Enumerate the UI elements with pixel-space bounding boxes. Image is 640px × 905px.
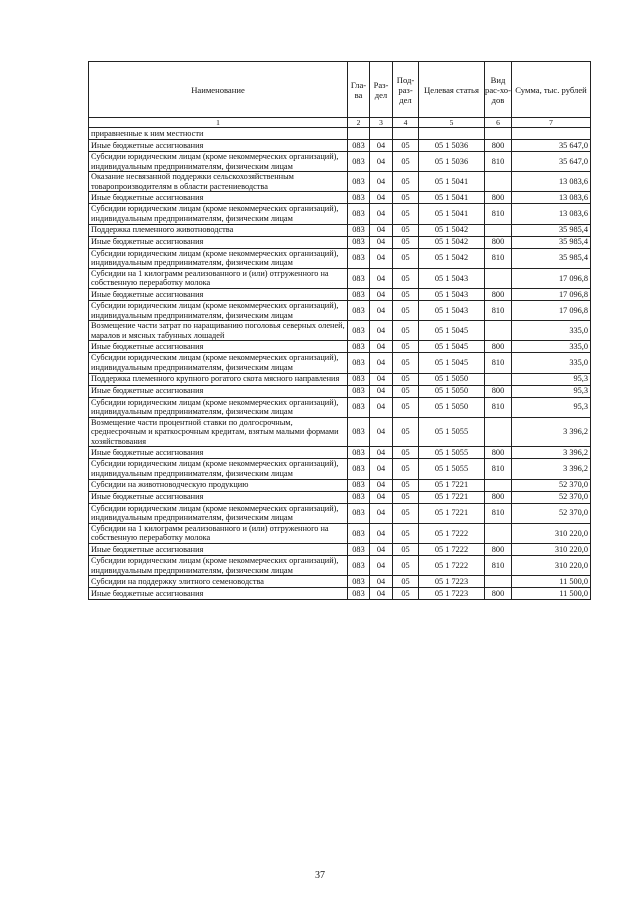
row-sum: 95,3 [512, 385, 591, 397]
row-sum: 52 370,0 [512, 491, 591, 503]
row-vid [485, 576, 512, 588]
row-article: 05 1 5041 [419, 204, 485, 224]
row-podrazdel: 05 [393, 544, 419, 556]
row-razdel: 04 [370, 353, 393, 373]
table-row [89, 491, 591, 503]
table-row [89, 341, 591, 353]
row-name: Иные бюджетные ассигнования [89, 236, 348, 248]
table-row [89, 172, 591, 192]
row-name: Возмещение части процентной ставки по долгосрочным, среднесрочным и краткосрочным кредитам, взятым малыми формами хозяйствования [89, 417, 348, 447]
row-sum: 3 396,2 [512, 417, 591, 447]
row-vid: 800 [485, 140, 512, 152]
row-vid [485, 224, 512, 236]
row-podrazdel: 05 [393, 479, 419, 491]
row-vid: 800 [485, 447, 512, 459]
row-name: Иные бюджетные ассигнования [89, 544, 348, 556]
row-glava: 083 [348, 523, 370, 543]
row-article: 05 1 5041 [419, 192, 485, 204]
row-podrazdel: 05 [393, 491, 419, 503]
row-sum: 3 396,2 [512, 459, 591, 479]
table-row [89, 479, 591, 491]
row-glava: 083 [348, 192, 370, 204]
row-vid: 810 [485, 248, 512, 268]
table-row [89, 417, 591, 447]
row-name: Иные бюджетные ассигнования [89, 140, 348, 152]
row-name: Иные бюджетные ассигнования [89, 385, 348, 397]
row-vid [485, 268, 512, 288]
row-podrazdel: 05 [393, 268, 419, 288]
row-podrazdel: 05 [393, 236, 419, 248]
table-row [89, 588, 591, 600]
row-razdel: 04 [370, 417, 393, 447]
col-header-vid: Вид рас-хо-дов [485, 62, 512, 118]
column-number-row [89, 118, 591, 128]
row-razdel: 04 [370, 491, 393, 503]
row-sum: 35 985,4 [512, 236, 591, 248]
table-row [89, 288, 591, 300]
row-name: Субсидии юридическим лицам (кроме некоммерческих организаций), индивидуальным предпринимателям, физическим лицам [89, 397, 348, 417]
row-article: 05 1 5045 [419, 341, 485, 353]
table-row [89, 503, 591, 523]
row-glava: 083 [348, 300, 370, 320]
row-name: Субсидии юридическим лицам (кроме некоммерческих организаций), индивидуальным предпринимателям, физическим лицам [89, 459, 348, 479]
row-podrazdel: 05 [393, 503, 419, 523]
row-sum: 35 985,4 [512, 248, 591, 268]
row-vid: 810 [485, 397, 512, 417]
row-vid [485, 373, 512, 385]
page-number: 37 [315, 870, 325, 881]
row-vid: 800 [485, 236, 512, 248]
row-glava: 083 [348, 248, 370, 268]
table-row [89, 353, 591, 373]
row-vid: 800 [485, 385, 512, 397]
row-razdel: 04 [370, 588, 393, 600]
row-glava: 083 [348, 397, 370, 417]
row-name: Субсидии юридическим лицам (кроме некоммерческих организаций), индивидуальным предпринимателям, физическим лицам [89, 248, 348, 268]
table-row [89, 576, 591, 588]
row-razdel: 04 [370, 341, 393, 353]
col-header-sum: Сумма, тыс. рублей [512, 62, 591, 118]
row-razdel: 04 [370, 544, 393, 556]
row-article: 05 1 7221 [419, 491, 485, 503]
row-name: Оказание несвязанной поддержки сельскохозяйственным товаропроизводителям в области растениеводства [89, 172, 348, 192]
row-razdel: 04 [370, 224, 393, 236]
row-glava: 083 [348, 288, 370, 300]
row-article: 05 1 5042 [419, 248, 485, 268]
row-sum: 17 096,8 [512, 300, 591, 320]
row-podrazdel [393, 128, 419, 140]
row-glava: 083 [348, 479, 370, 491]
row-razdel: 04 [370, 288, 393, 300]
budget-document [88, 61, 590, 600]
row-name: Иные бюджетные ассигнования [89, 447, 348, 459]
row-article: 05 1 5050 [419, 397, 485, 417]
table-row [89, 300, 591, 320]
row-sum: 13 083,6 [512, 204, 591, 224]
table-row [89, 556, 591, 576]
row-vid [485, 128, 512, 140]
row-razdel: 04 [370, 236, 393, 248]
row-name: Поддержка племенного животноводства [89, 224, 348, 236]
row-glava: 083 [348, 556, 370, 576]
row-glava: 083 [348, 588, 370, 600]
table-row [89, 140, 591, 152]
row-glava: 083 [348, 385, 370, 397]
row-glava: 083 [348, 353, 370, 373]
row-sum: 17 096,8 [512, 268, 591, 288]
row-razdel: 04 [370, 172, 393, 192]
row-article: 05 1 7222 [419, 544, 485, 556]
row-name: Субсидии юридическим лицам (кроме некоммерческих организаций), индивидуальным предпринимателям, физическим лицам [89, 300, 348, 320]
row-vid: 800 [485, 491, 512, 503]
row-article: 05 1 5043 [419, 288, 485, 300]
row-name: Субсидии юридическим лицам (кроме некоммерческих организаций), индивидуальным предпринимателям, физическим лицам [89, 503, 348, 523]
row-podrazdel: 05 [393, 588, 419, 600]
row-razdel: 04 [370, 204, 393, 224]
row-podrazdel: 05 [393, 204, 419, 224]
row-glava: 083 [348, 204, 370, 224]
row-article: 05 1 5045 [419, 353, 485, 373]
row-glava [348, 128, 370, 140]
row-razdel: 04 [370, 248, 393, 268]
row-name: приравненные к ним местности [89, 128, 348, 140]
row-razdel: 04 [370, 459, 393, 479]
col-header-name: Наименование [89, 62, 348, 118]
row-razdel: 04 [370, 321, 393, 341]
row-vid: 800 [485, 288, 512, 300]
col-header-article: Целевая статья [419, 62, 485, 118]
row-razdel: 04 [370, 373, 393, 385]
row-podrazdel: 05 [393, 523, 419, 543]
row-sum: 95,3 [512, 397, 591, 417]
row-name: Субсидии на поддержку элитного семеноводства [89, 576, 348, 588]
row-podrazdel: 05 [393, 288, 419, 300]
row-podrazdel: 05 [393, 321, 419, 341]
row-name: Субсидии на животноводческую продукцию [89, 479, 348, 491]
row-vid: 810 [485, 204, 512, 224]
row-article: 05 1 5050 [419, 373, 485, 385]
row-razdel: 04 [370, 268, 393, 288]
row-sum: 310 220,0 [512, 544, 591, 556]
row-podrazdel: 05 [393, 300, 419, 320]
row-glava: 083 [348, 491, 370, 503]
row-podrazdel: 05 [393, 447, 419, 459]
table-row [89, 373, 591, 385]
row-glava: 083 [348, 140, 370, 152]
table-row [89, 385, 591, 397]
row-vid: 810 [485, 353, 512, 373]
row-sum: 3 396,2 [512, 447, 591, 459]
col-number: 3 [370, 118, 393, 128]
row-article: 05 1 5045 [419, 321, 485, 341]
row-vid: 800 [485, 192, 512, 204]
row-razdel [370, 128, 393, 140]
row-podrazdel: 05 [393, 417, 419, 447]
col-number: 1 [89, 118, 348, 128]
table-row [89, 236, 591, 248]
row-name: Возмещение части затрат по наращиванию поголовья северных оленей, маралов и мясных табунных лошадей [89, 321, 348, 341]
row-name: Субсидии на 1 килограмм реализованного и (или) отгруженного на собственную переработку молока [89, 268, 348, 288]
table-row [89, 248, 591, 268]
row-glava: 083 [348, 447, 370, 459]
row-podrazdel: 05 [393, 397, 419, 417]
row-sum: 13 083,6 [512, 192, 591, 204]
row-sum: 17 096,8 [512, 288, 591, 300]
row-glava: 083 [348, 172, 370, 192]
table-row [89, 523, 591, 543]
row-glava: 083 [348, 224, 370, 236]
row-razdel: 04 [370, 556, 393, 576]
table-row [89, 268, 591, 288]
row-podrazdel: 05 [393, 341, 419, 353]
row-podrazdel: 05 [393, 373, 419, 385]
row-article: 05 1 5050 [419, 385, 485, 397]
row-glava: 083 [348, 152, 370, 172]
row-sum: 310 220,0 [512, 523, 591, 543]
table-row [89, 152, 591, 172]
row-name: Иные бюджетные ассигнования [89, 491, 348, 503]
row-vid: 800 [485, 544, 512, 556]
row-vid [485, 417, 512, 447]
row-razdel: 04 [370, 385, 393, 397]
row-vid: 810 [485, 300, 512, 320]
row-article: 05 1 5042 [419, 224, 485, 236]
row-name: Субсидии юридическим лицам (кроме некоммерческих организаций), индивидуальным предпринимателям, физическим лицам [89, 556, 348, 576]
table-row [89, 192, 591, 204]
row-glava: 083 [348, 321, 370, 341]
row-name: Иные бюджетные ассигнования [89, 588, 348, 600]
col-header-glava: Гла-ва [348, 62, 370, 118]
row-article: 05 1 5055 [419, 447, 485, 459]
row-glava: 083 [348, 576, 370, 588]
col-number: 6 [485, 118, 512, 128]
col-number: 2 [348, 118, 370, 128]
col-number: 4 [393, 118, 419, 128]
row-article: 05 1 5036 [419, 152, 485, 172]
row-vid: 810 [485, 503, 512, 523]
col-header-podrazdel: Под-раз-дел [393, 62, 419, 118]
row-sum: 52 370,0 [512, 503, 591, 523]
row-podrazdel: 05 [393, 140, 419, 152]
row-sum: 35 647,0 [512, 140, 591, 152]
row-razdel: 04 [370, 479, 393, 491]
row-vid [485, 523, 512, 543]
budget-table [88, 61, 591, 600]
row-sum: 11 500,0 [512, 588, 591, 600]
row-glava: 083 [348, 459, 370, 479]
row-razdel: 04 [370, 300, 393, 320]
row-glava: 083 [348, 373, 370, 385]
row-podrazdel: 05 [393, 353, 419, 373]
col-header-razdel: Раз-дел [370, 62, 393, 118]
row-sum: 310 220,0 [512, 556, 591, 576]
row-sum: 335,0 [512, 353, 591, 373]
row-article: 05 1 5055 [419, 417, 485, 447]
row-sum: 35 647,0 [512, 152, 591, 172]
row-razdel: 04 [370, 397, 393, 417]
row-name: Субсидии юридическим лицам (кроме некоммерческих организаций), индивидуальным предпринимателям, физическим лицам [89, 353, 348, 373]
row-vid: 810 [485, 459, 512, 479]
row-vid: 810 [485, 556, 512, 576]
row-podrazdel: 05 [393, 576, 419, 588]
row-sum: 95,3 [512, 373, 591, 385]
row-article: 05 1 5043 [419, 268, 485, 288]
row-glava: 083 [348, 503, 370, 523]
table-body [89, 128, 591, 600]
col-number: 5 [419, 118, 485, 128]
row-glava: 083 [348, 417, 370, 447]
row-vid: 810 [485, 152, 512, 172]
row-razdel: 04 [370, 152, 393, 172]
row-article: 05 1 7222 [419, 556, 485, 576]
row-article: 05 1 7223 [419, 576, 485, 588]
row-vid: 800 [485, 341, 512, 353]
row-article [419, 128, 485, 140]
table-row [89, 447, 591, 459]
row-name: Поддержка племенного крупного рогатого скота мясного направления [89, 373, 348, 385]
row-podrazdel: 05 [393, 152, 419, 172]
row-article: 05 1 5055 [419, 459, 485, 479]
row-razdel: 04 [370, 523, 393, 543]
row-podrazdel: 05 [393, 385, 419, 397]
row-glava: 083 [348, 544, 370, 556]
row-sum: 11 500,0 [512, 576, 591, 588]
row-article: 05 1 7222 [419, 523, 485, 543]
table-row [89, 128, 591, 140]
row-razdel: 04 [370, 576, 393, 588]
row-vid [485, 172, 512, 192]
header-row [89, 62, 591, 118]
table-row [89, 321, 591, 341]
row-article: 05 1 5042 [419, 236, 485, 248]
row-razdel: 04 [370, 503, 393, 523]
row-article: 05 1 7221 [419, 503, 485, 523]
table-row [89, 204, 591, 224]
row-razdel: 04 [370, 192, 393, 204]
row-podrazdel: 05 [393, 192, 419, 204]
row-podrazdel: 05 [393, 556, 419, 576]
row-glava: 083 [348, 341, 370, 353]
row-article: 05 1 5043 [419, 300, 485, 320]
table-row [89, 224, 591, 236]
row-razdel: 04 [370, 447, 393, 459]
table-row [89, 459, 591, 479]
row-sum: 13 083,6 [512, 172, 591, 192]
table-row [89, 397, 591, 417]
row-sum: 52 370,0 [512, 479, 591, 491]
row-article: 05 1 7223 [419, 588, 485, 600]
row-podrazdel: 05 [393, 248, 419, 268]
row-podrazdel: 05 [393, 172, 419, 192]
row-vid [485, 479, 512, 491]
row-glava: 083 [348, 268, 370, 288]
row-vid [485, 321, 512, 341]
row-sum: 335,0 [512, 321, 591, 341]
row-name: Иные бюджетные ассигнования [89, 341, 348, 353]
row-article: 05 1 5036 [419, 140, 485, 152]
row-name: Субсидии юридическим лицам (кроме некоммерческих организаций), индивидуальным предпринимателям, физическим лицам [89, 152, 348, 172]
row-name: Иные бюджетные ассигнования [89, 192, 348, 204]
row-article: 05 1 7221 [419, 479, 485, 491]
table-row [89, 544, 591, 556]
row-name: Субсидии на 1 килограмм реализованного и (или) отгруженного на собственную переработку молока [89, 523, 348, 543]
row-sum: 35 985,4 [512, 224, 591, 236]
row-sum: 335,0 [512, 341, 591, 353]
row-name: Иные бюджетные ассигнования [89, 288, 348, 300]
row-razdel: 04 [370, 140, 393, 152]
row-glava: 083 [348, 236, 370, 248]
col-number: 7 [512, 118, 591, 128]
row-vid: 800 [485, 588, 512, 600]
row-sum [512, 128, 591, 140]
row-article: 05 1 5041 [419, 172, 485, 192]
row-podrazdel: 05 [393, 459, 419, 479]
row-podrazdel: 05 [393, 224, 419, 236]
row-name: Субсидии юридическим лицам (кроме некоммерческих организаций), индивидуальным предпринимателям, физическим лицам [89, 204, 348, 224]
